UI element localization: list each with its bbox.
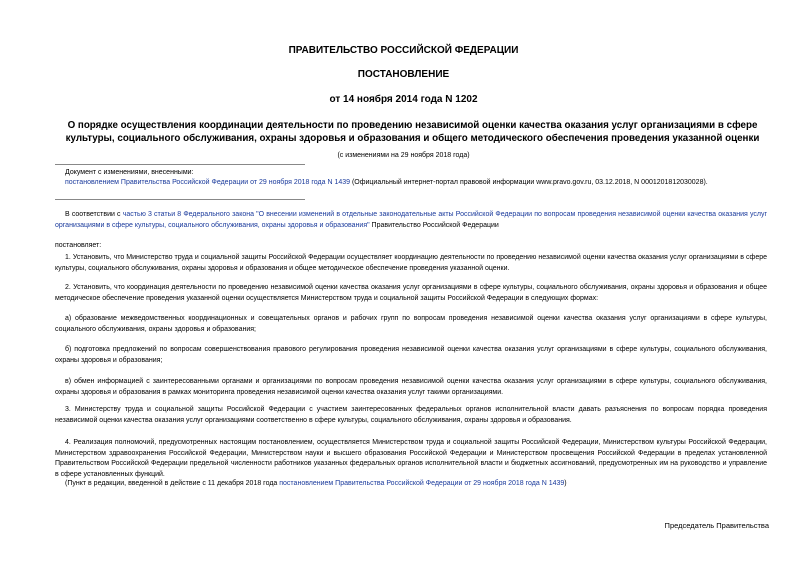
paragraph-3: 3. Министерству труда и социальной защиты Российской Федерации с участием заинтересованных федеральных органов исполнительной власти давать разъяснения по вопросам порядка проведения независимой оценки качества оказания услуг организациями соответственно в сфере культуры, социального обслуживания, охраны здоровья и образования. <box>55 406 767 424</box>
changes-block <box>65 168 765 188</box>
changes-intro: Документ с изменениями, внесенными: <box>65 169 194 176</box>
separator-top <box>55 164 305 165</box>
preamble-end: Правительство Российской Федерации <box>369 221 499 229</box>
amended-note: (с изменениями на 29 ноября 2018 года) <box>337 152 470 159</box>
document-date-number: от 14 ноября 2014 года N 1202 <box>329 94 478 105</box>
paragraph-1: 1. Установить, что Министерство труда и социальной защиты Российской Федерации осуществляет координацию деятельности по проведению независимой оценки качества оказания услуг организациями в сфере культуры, социального обслуживания, охраны здоровья и образования и общее методическое обеспечение проведения указанной оценки. <box>55 254 767 272</box>
document-title: О порядке осуществления координации деятельности по проведению независимой оценки качества оказания услуг организациями в сфере культуры, социального обслуживания, охраны здоровья и образования и общего методического обеспечения проведения указанной оценки <box>65 120 760 144</box>
separator-bottom <box>55 199 305 200</box>
law-link[interactable]: частью 3 статьи 8 Федерального закона "О внесении изменений в отдельные законодательные акты Российской Федерации по вопросам проведения независимой оценки качества оказания услуг организациями в сфере культуры, социального обслуживания, охраны здоровья и образования" <box>55 211 768 229</box>
paragraph-2c: в) обмен информацией с заинтересованными органами и организациями по вопросам проведения независимой оценки качества оказания услуг организациями в сфере культуры, социального обслуживания, охраны здоровья и образования в рамках мониторинга проведения независимой оценки качества оказания услуг такими организациями. <box>55 378 767 396</box>
paragraph-4: 4. Реализация полномочий, предусмотренных настоящим постановлением, осуществляется Министерством труда и социальной защиты Российской Федерации, Министерством культуры Российской Федерации, Министерством здравоохранения Российской Федерации, Министерством науки и высшего образования Российской Федерации и Министерством просвещения Российской Федерации в пределах установленной Правительством Российской Федерации предельной численности работников указанных федеральных органов исполнительной власти и бюджетных ассигнований, предусмотренных им на руководство и управление в сфере установленных функций. <box>55 439 767 478</box>
resolves-label: постановляет: <box>55 242 102 249</box>
preamble-start: В соответствии с <box>65 211 123 218</box>
paragraph-2b: б) подготовка предложений по вопросам совершенствования правового регулирования проведения независимой оценки качества оказания услуг организациями в сфере культуры, социального обслуживания, охраны здоровья и образования; <box>55 346 767 364</box>
signature: Председатель Правительства <box>664 521 769 530</box>
changes-link[interactable]: постановлением Правительства Российской Федерации от 29 ноября 2018 года N 1439 <box>65 179 351 186</box>
paragraph-2a: а) образование межведомственных координационных и совещательных органов и рабочих групп по вопросам проведения независимой оценки качества оказания услуг организациями в сфере культуры, социального обслуживания, охраны здоровья и образования; <box>55 315 767 333</box>
changes-source: (Официальный интернет-портал правовой информации www.pravo.gov.ru, 03.12.2018, N 0001201812030028). <box>350 179 708 186</box>
edition-link[interactable]: постановлением Правительства Российской Федерации от 29 ноября 2018 года N 1439 <box>279 480 565 487</box>
paragraph-2: 2. Установить, что координация деятельности по проведению независимой оценки качества оказания услуг организациями в сфере культуры, социального обслуживания, охраны здоровья и образования и общее методическое обеспечение проведения указанной оценки осуществляется Министерством труда и социальной защиты Российской Федерации в следующих формах: <box>55 284 767 302</box>
edition-note: (Пункт в редакции, введенной в действие с 11 декабря 2018 года постановлением Правительства Российской Федерации от 29 ноября 2018 года N 1439) <box>65 480 567 487</box>
preamble <box>55 210 767 231</box>
document-type: ПОСТАНОВЛЕНИЕ <box>357 69 450 80</box>
government-name: ПРАВИТЕЛЬСТВО РОССИЙСКОЙ ФЕДЕРАЦИИ <box>288 45 519 56</box>
